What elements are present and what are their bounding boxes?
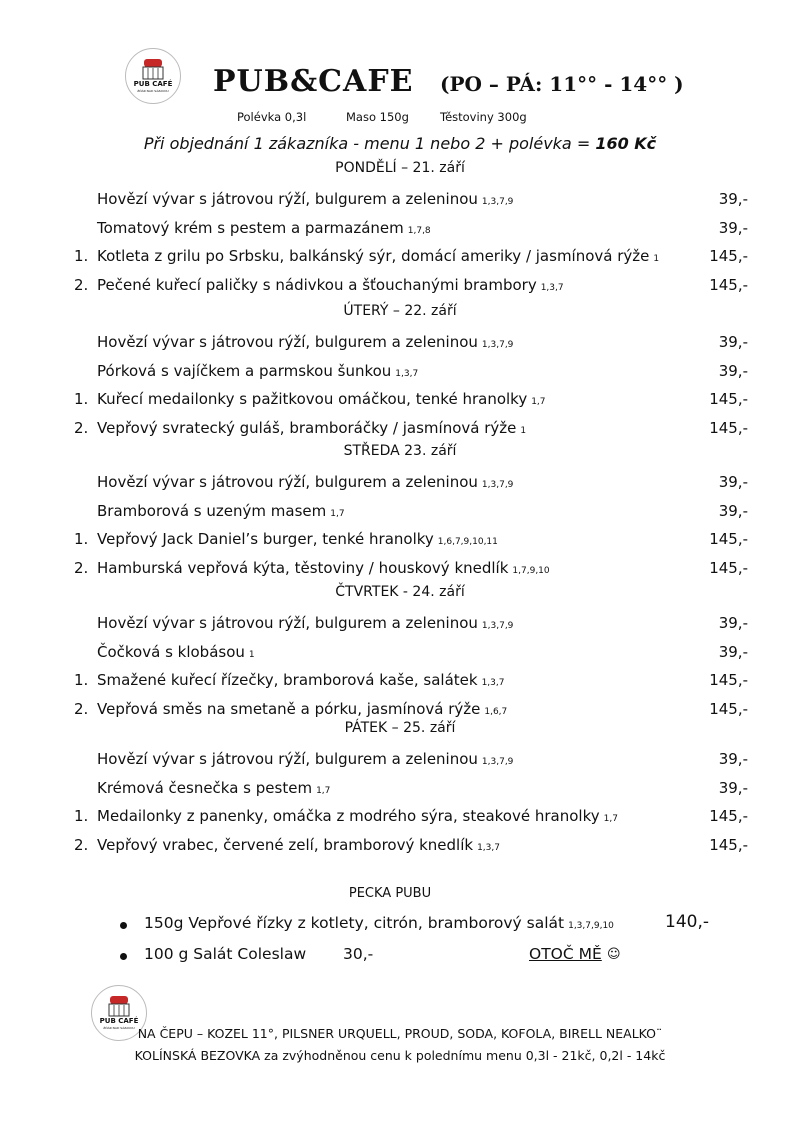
drink-offer: KOLÍNSKÁ BEZOVKA za zvýhodněnou cenu k polednímu menu 0,3l - 21kč, 0,2l - 14kč	[134, 1048, 666, 1063]
item-price: 145,-	[709, 671, 748, 690]
item-name-wrap	[97, 559, 550, 577]
opening-hours: (PO – PÁ: 11°° - 14°° )	[440, 72, 684, 96]
menu-item	[74, 419, 754, 441]
item-allergens: 1,3,7,9	[481, 480, 514, 490]
item-name: Vepřový Jack Daniel’s burger, tenké hranolky	[97, 530, 434, 549]
item-allergens: 1	[520, 425, 527, 436]
item-allergens: 1,3,7,9	[481, 340, 514, 350]
item-name: Kotleta z grilu po Srbsku, balkánský sýr, domácí ameriky / jasmínová rýže	[97, 247, 650, 266]
item-allergens: 1,3,7	[477, 842, 500, 853]
menu-item	[74, 190, 754, 212]
item-number: 2.	[74, 835, 89, 854]
item-name: Krémová česnečka s pestem	[97, 778, 313, 797]
pub-cafe-logo	[125, 48, 181, 104]
item-allergens: 1,6,7,9,10,11	[437, 537, 498, 548]
menu-item	[74, 473, 754, 495]
item-price: 39,-	[718, 750, 748, 768]
item-price: 145,-	[709, 699, 748, 718]
item-allergens: 1,3,7,9	[481, 757, 514, 767]
day-title: PONDĚLÍ – 21. září	[335, 160, 465, 176]
pecka-item-1-allergens: 1,3,7,9,10	[568, 921, 614, 931]
item-allergens: 1,3,7	[540, 282, 564, 293]
item-name: Smažené kuřecí řízečky, bramborová kaše, salátek	[97, 671, 478, 690]
item-name-wrap	[97, 390, 546, 408]
item-name-wrap	[97, 614, 513, 632]
pecka-item-1-name: 150g Vepřové řízky z kotlety, citrón, bramborový salát	[144, 914, 565, 932]
pecka-item-2-name: 100 g Salát Coleslaw	[144, 945, 307, 963]
item-price: 145,-	[709, 418, 748, 437]
item-name-wrap	[97, 530, 498, 548]
day-title: ÚTERÝ – 22. září	[343, 303, 457, 319]
offer-text: Při objednání 1 zákazníka - menu 1 nebo 2 + polévka =	[143, 134, 596, 153]
item-number: 1.	[74, 807, 89, 826]
item-allergens: 1,3,7	[481, 678, 505, 689]
item-name: Hovězí vývar s játrovou rýží, bulgurem a zeleninou	[97, 750, 478, 768]
item-number: 2.	[74, 558, 89, 577]
menu-item	[74, 614, 754, 636]
logo-text: PUB CAFÉ	[99, 1017, 139, 1025]
menu-item	[74, 362, 754, 384]
item-price: 145,-	[709, 530, 748, 549]
item-allergens: 1,6,7	[484, 706, 508, 717]
item-name: Vepřový svratecký guláš, bramboráčky / jasmínová rýže	[97, 418, 517, 437]
menu-item	[74, 643, 754, 665]
menu-item	[74, 219, 754, 241]
item-price: 39,-	[718, 190, 748, 208]
day-title: STŘEDA 23. září	[343, 443, 457, 459]
item-price: 39,-	[718, 333, 748, 351]
item-allergens: 1,7	[603, 814, 618, 825]
menu-item	[74, 530, 754, 552]
menu-item	[74, 390, 754, 412]
pecka-item-2-price: 30,-	[343, 945, 374, 963]
item-name: Pečené kuřecí paličky s nádivkou a šťouchanými brambory	[97, 275, 537, 294]
portion-pasta: Těstoviny 300g	[440, 110, 527, 124]
menu-item	[74, 333, 754, 355]
item-name-wrap	[97, 276, 564, 294]
menu-item	[74, 807, 754, 829]
item-price: 39,-	[718, 218, 748, 237]
item-name-wrap	[97, 700, 507, 718]
menu-offer	[0, 134, 800, 153]
item-name-wrap	[97, 502, 345, 520]
item-number: 1.	[74, 671, 89, 690]
item-name-wrap	[97, 247, 659, 265]
turn-over-link[interactable]: OTOČ MĚ	[529, 945, 602, 963]
item-price: 145,-	[709, 247, 748, 266]
item-name: Vepřová směs na smetaně a pórku, jasmínová rýže	[97, 699, 481, 718]
logo-emblem-icon	[126, 49, 180, 103]
item-name: Medailonky z panenky, omáčka z modrého sýra, steakové hranolky	[97, 807, 600, 826]
item-name-wrap	[97, 219, 431, 237]
item-allergens: 1,3,7,9	[481, 197, 514, 207]
item-name-wrap	[97, 419, 526, 437]
menu-item	[74, 836, 754, 858]
smiley-icon: ☺	[607, 947, 621, 962]
pecka-item-1	[144, 914, 614, 932]
item-allergens: 1,7	[531, 397, 546, 408]
menu-item	[74, 559, 754, 581]
item-name: Kuřecí medailonky s pažitkovou omáčkou, tenké hranolky	[97, 390, 528, 409]
day-title: ČTVRTEK - 24. září	[335, 584, 465, 600]
tap-beers: NA ČEPU – KOZEL 11°, PILSNER URQUELL, PROUD, SODA, KOFOLA, BIRELL NEALKO¨	[137, 1026, 663, 1041]
item-price: 39,-	[718, 501, 748, 520]
bullet-icon	[120, 922, 127, 929]
item-price: 145,-	[709, 558, 748, 577]
page-title: PUB&CAFE	[213, 64, 414, 99]
item-name-wrap	[97, 807, 618, 825]
item-name: Hovězí vývar s játrovou rýží, bulgurem a zeleninou	[97, 614, 478, 632]
menu-item	[74, 502, 754, 524]
logo-text: PUB CAFÉ	[133, 80, 173, 88]
item-name: Čočková s klobásou	[97, 642, 245, 661]
item-name: Hovězí vývar s játrovou rýží, bulgurem a zeleninou	[97, 190, 478, 208]
pecka-title: PECKA PUBU	[348, 886, 432, 901]
item-price: 145,-	[709, 390, 748, 409]
item-number: 2.	[74, 275, 89, 294]
item-name: Tomatový krém s pestem a parmazánem	[97, 218, 404, 237]
pecka-item-1-price: 140,-	[665, 912, 709, 932]
item-name-wrap	[97, 671, 504, 689]
bullet-icon	[120, 953, 127, 960]
item-name-wrap	[97, 473, 513, 491]
portion-meat: Maso 150g	[346, 110, 409, 124]
item-allergens: 1,7	[316, 785, 331, 796]
item-price: 39,-	[718, 473, 748, 491]
item-name-wrap	[97, 836, 500, 854]
item-allergens: 1,3,7	[395, 368, 419, 379]
item-name-wrap	[97, 333, 513, 351]
item-number: 1.	[74, 247, 89, 266]
item-price: 145,-	[709, 807, 748, 826]
item-price: 39,-	[718, 642, 748, 661]
item-name-wrap	[97, 362, 418, 380]
menu-item	[74, 750, 754, 772]
item-name: Hamburská vepřová kýta, těstoviny / houskový knedlík	[97, 558, 509, 577]
item-name: Bramborová s uzeným masem	[97, 501, 327, 520]
logo-subtext: ŽĎÁR NAD SÁZAVOU	[137, 89, 169, 93]
item-price: 145,-	[709, 835, 748, 854]
item-number: 2.	[74, 418, 89, 437]
menu-item	[74, 671, 754, 693]
logo-subtext: ŽĎÁR NAD SÁZAVOU	[103, 1026, 135, 1030]
item-name: Vepřový vrabec, červené zelí, bramborový knedlík	[97, 835, 474, 854]
item-price: 145,-	[709, 275, 748, 294]
menu-item	[74, 700, 754, 722]
item-number: 1.	[74, 530, 89, 549]
item-allergens: 1,7,9,10	[512, 565, 550, 576]
item-number: 1.	[74, 390, 89, 409]
item-name-wrap	[97, 190, 513, 208]
item-allergens: 1	[248, 649, 255, 660]
menu-item	[74, 779, 754, 801]
item-number: 2.	[74, 699, 89, 718]
offer-price: 160 Kč	[595, 134, 657, 153]
item-allergens: 1,7,8	[407, 225, 431, 236]
item-name-wrap	[97, 779, 330, 797]
item-allergens: 1,7	[330, 508, 345, 519]
item-price: 39,-	[718, 778, 748, 797]
item-name: Hovězí vývar s játrovou rýží, bulgurem a zeleninou	[97, 473, 478, 491]
portion-soup: Polévka 0,3l	[237, 110, 307, 124]
item-name-wrap	[97, 643, 255, 661]
menu-item	[74, 247, 754, 269]
item-name: Pórková s vajíčkem a parmskou šunkou	[97, 361, 392, 380]
day-title: PÁTEK – 25. září	[344, 720, 456, 736]
item-name: Hovězí vývar s játrovou rýží, bulgurem a zeleninou	[97, 333, 478, 351]
item-price: 39,-	[718, 614, 748, 632]
item-price: 39,-	[718, 361, 748, 380]
menu-item	[74, 276, 754, 298]
item-name-wrap	[97, 750, 513, 768]
item-allergens: 1,3,7,9	[481, 621, 514, 631]
item-allergens: 1	[653, 254, 660, 265]
